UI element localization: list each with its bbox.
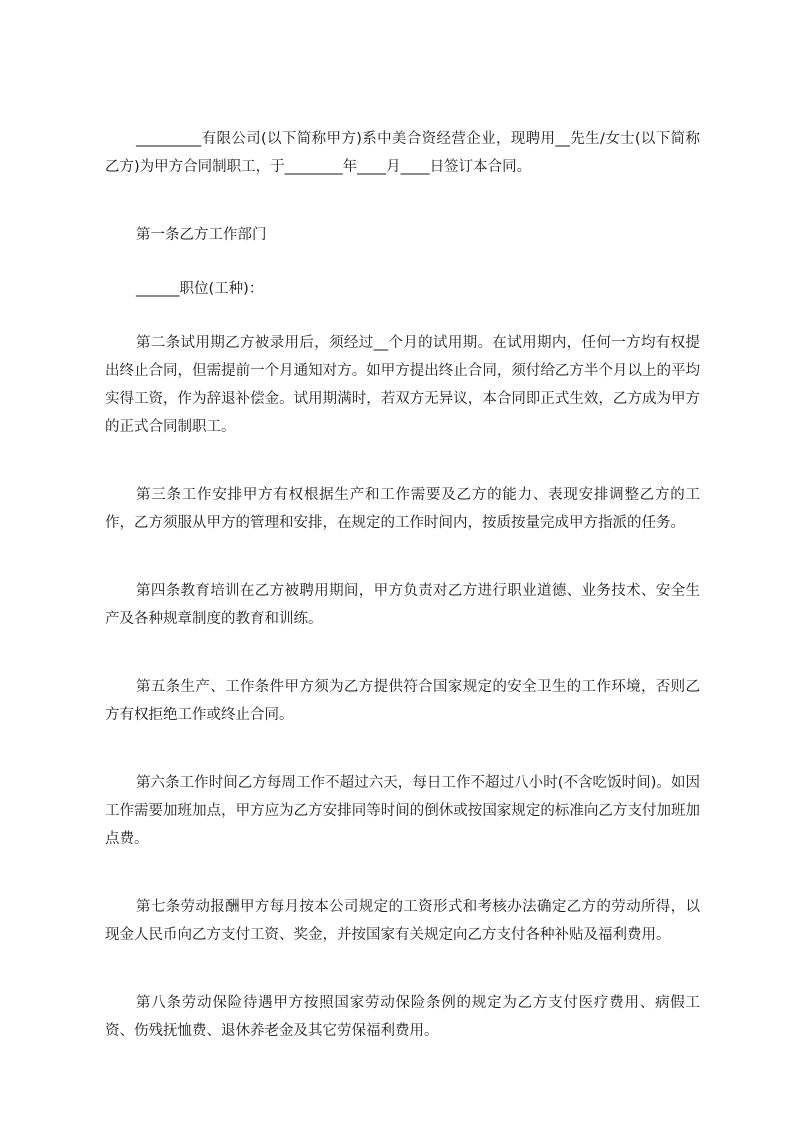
contract-intro: _________有限公司(以下简称甲方)系中美合资经营企业，现聘用__先生/女士(以下简称乙方)为甲方合同制职工，于________年____月____日签订本合同。 bbox=[105, 131, 700, 175]
article-8-insurance: 第八条劳动保险待遇甲方按照国家劳动保险条例的规定为乙方支付医疗费用、病假工资、伤残抚恤费、退休养老金及其它劳保福利费用。 bbox=[105, 995, 700, 1039]
article-1-heading: 第一条乙方工作部门 bbox=[136, 227, 267, 243]
article-4-training: 第四条教育培训在乙方被聘用期间，甲方负责对乙方进行职业道德、业务技术、安全生产及各种规章制度的教育和训练。 bbox=[105, 583, 700, 627]
article-1-position: ______职位(工种)： bbox=[136, 281, 264, 297]
article-5-work-conditions: 第五条生产、工作条件甲方须为乙方提供符合国家规定的安全卫生的工作环境，否则乙方有权拒绝工作或终止合同。 bbox=[105, 679, 700, 723]
article-3-work-arrangement: 第三条工作安排甲方有权根据生产和工作需要及乙方的能力、表现安排调整乙方的工作，乙方须服从甲方的管理和安排，在规定的工作时间内，按质按量完成甲方指派的任务。 bbox=[105, 487, 700, 531]
contract-page bbox=[105, 125, 700, 1085]
article-6-working-hours: 第六条工作时间乙方每周工作不超过六天，每日工作不超过八小时(不含吃饭时间)。如因工作需要加班加点，甲方应为乙方安排同等时间的倒休或按国家规定的标准向乙方支付加班加点费。 bbox=[105, 775, 700, 847]
article-7-remuneration: 第七条劳动报酬甲方每月按本公司规定的工资形式和考核办法确定乙方的劳动所得，以现金人民币向乙方支付工资、奖金，并按国家有关规定向乙方支付各种补贴及福利费用。 bbox=[105, 899, 700, 943]
article-2-probation: 第二条试用期乙方被录用后，须经过__个月的试用期。在试用期内，任何一方均有权提出终止合同，但需提前一个月通知对方。如甲方提出终止合同，须付给乙方半个月以上的平均实得工资，作为辞退补偿金。试用期满时，若双方无异议，本合同即正式生效，乙方成为甲方的正式合同制职工。 bbox=[105, 335, 700, 435]
